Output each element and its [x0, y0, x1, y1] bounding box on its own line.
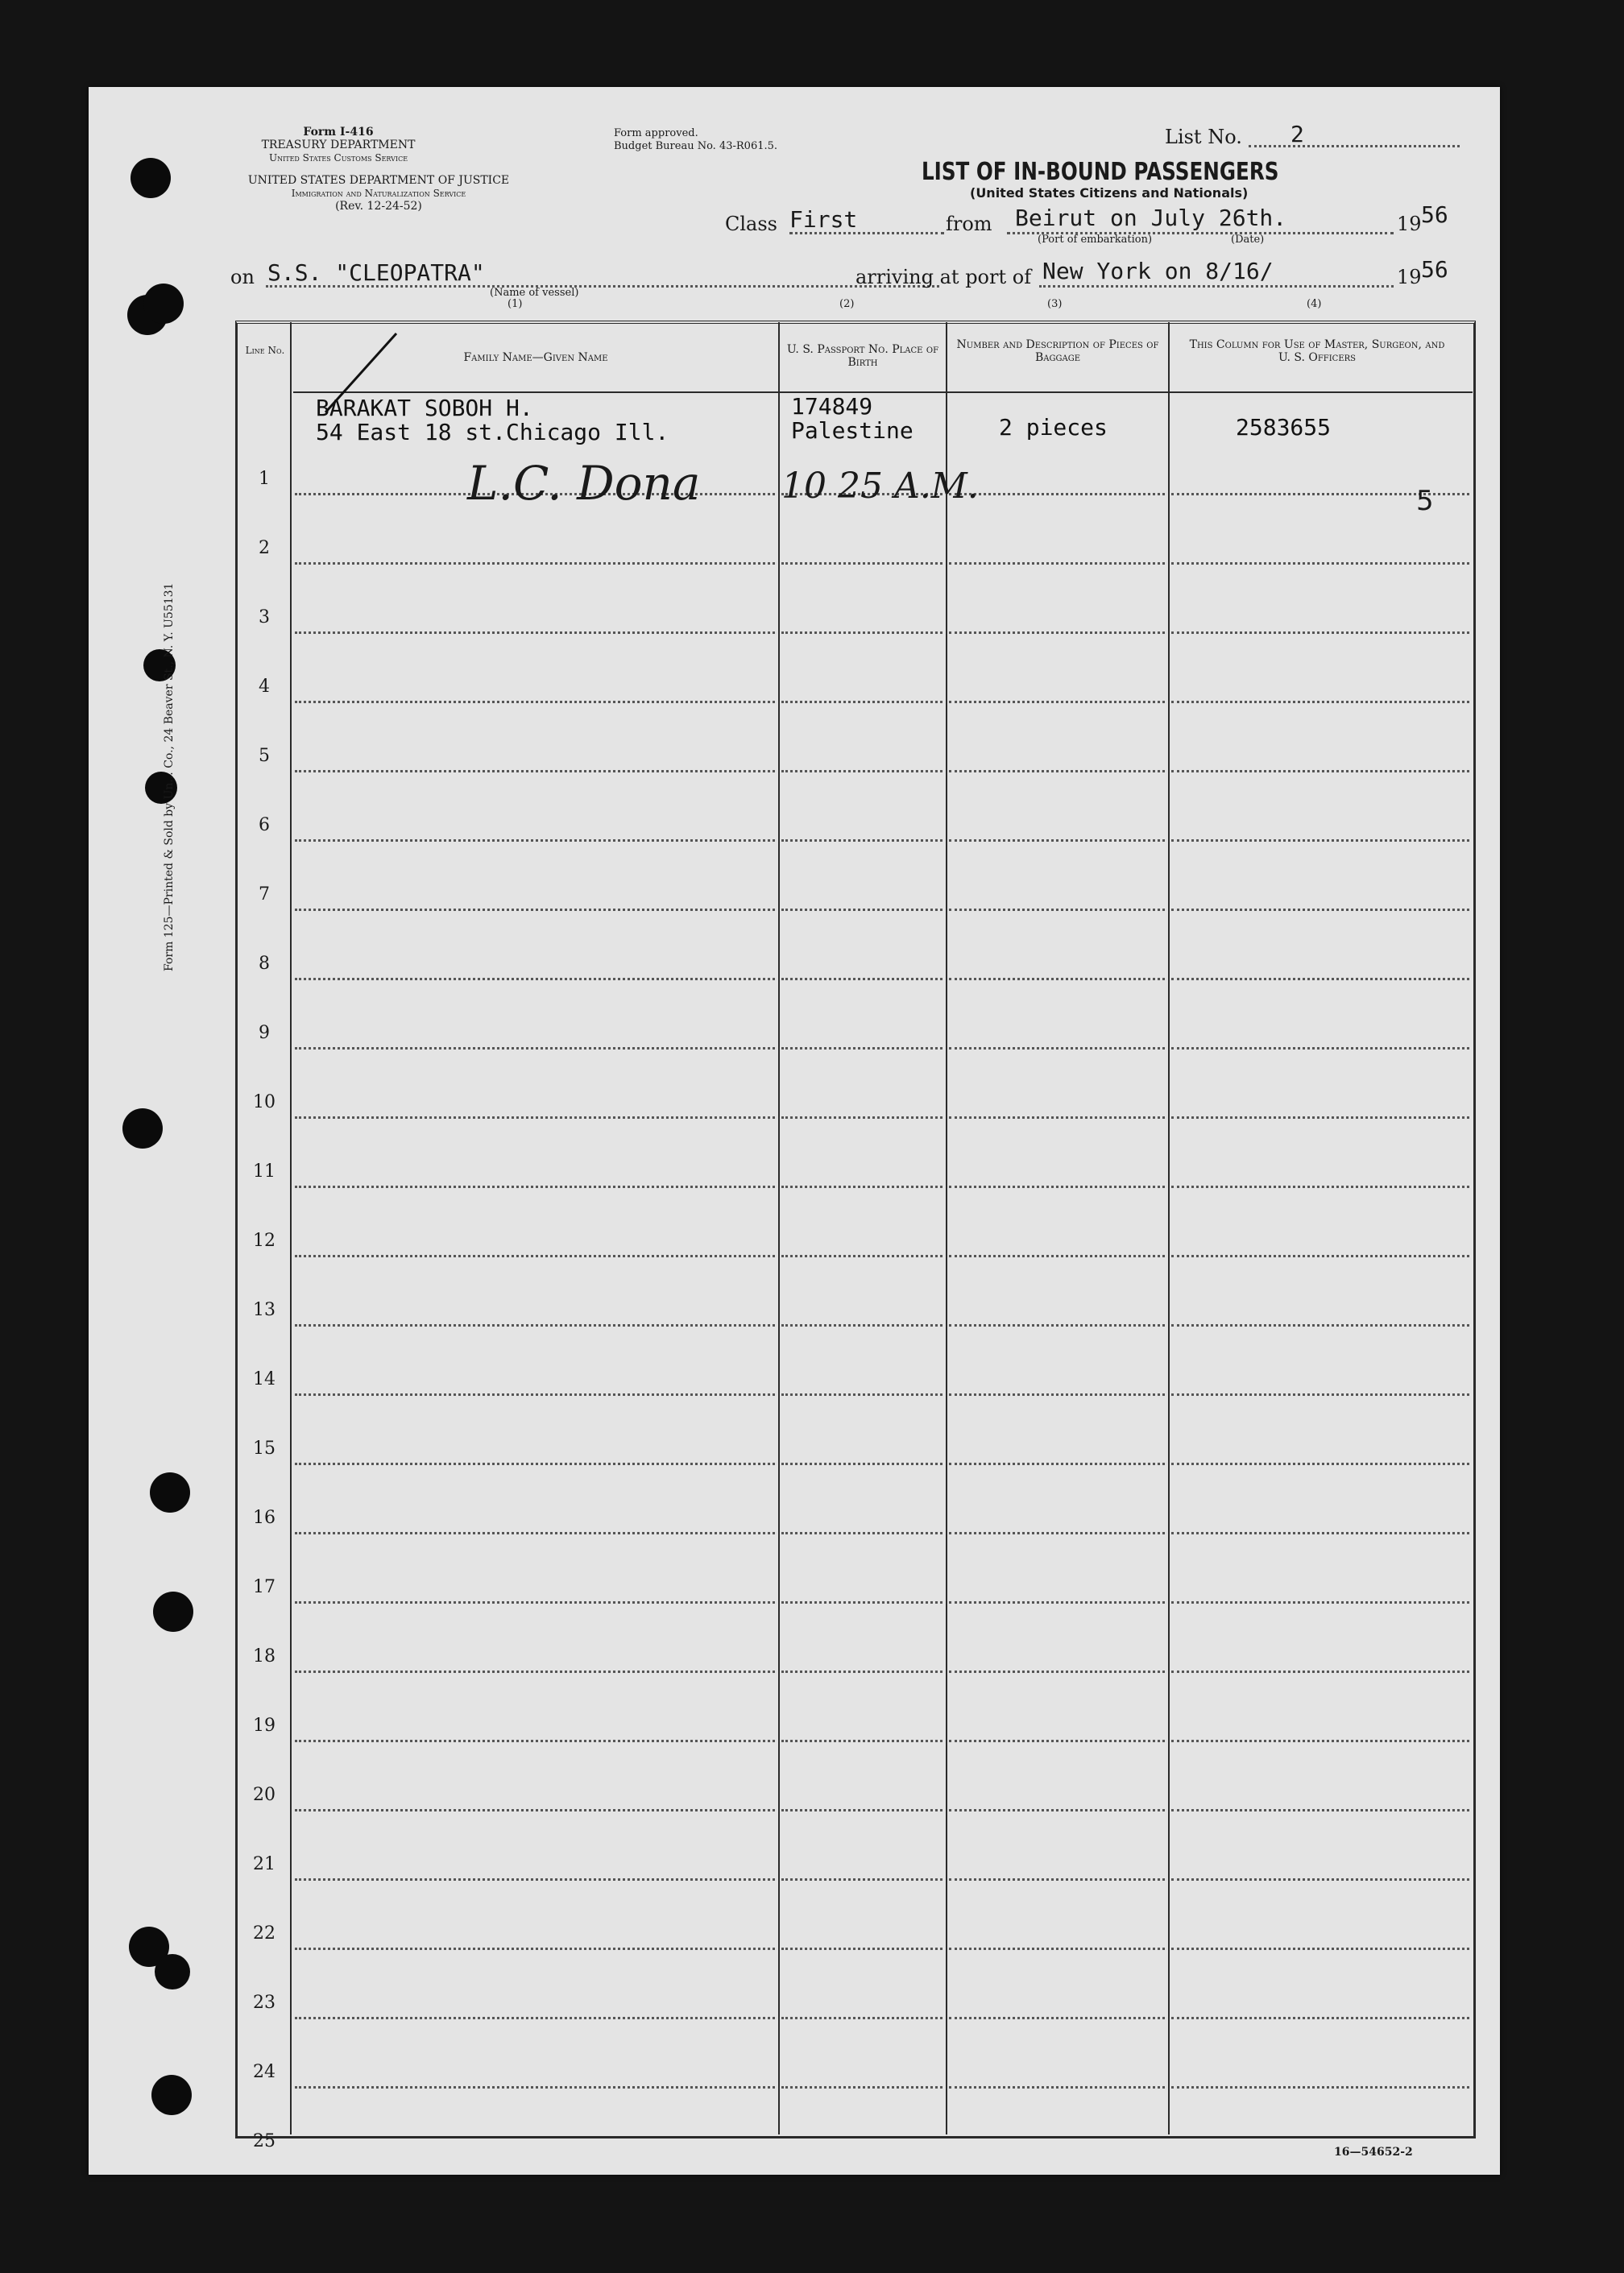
row-dotted-rule	[949, 1255, 1165, 1257]
col-num-4: (4)	[1307, 298, 1322, 310]
row-number: 24	[253, 2062, 276, 2082]
row-dotted-rule	[781, 1671, 942, 1673]
row-number: 21	[253, 1854, 276, 1874]
col-num-1: (1)	[508, 298, 523, 310]
entry-officer-no: 2583655	[1236, 414, 1332, 441]
row-dotted-rule	[1171, 1532, 1469, 1534]
row-dotted-rule	[949, 1671, 1165, 1673]
row-dotted-rule	[781, 1324, 942, 1327]
row-number: 18	[253, 1646, 276, 1666]
row-dotted-rule	[295, 1393, 775, 1396]
row-dotted-rule	[781, 1463, 942, 1465]
row-dotted-rule	[1171, 1324, 1469, 1327]
punch-hole	[122, 1108, 163, 1149]
row-dotted-rule	[781, 631, 942, 634]
footer-code: 16—54652-2	[1334, 2146, 1413, 2159]
handwritten-mark: 5	[1416, 485, 1434, 517]
row-dotted-rule	[1171, 1463, 1469, 1465]
row-dotted-rule	[781, 701, 942, 703]
arrival-value: New York on 8/16/	[1042, 258, 1274, 284]
col-divider-baggage	[1168, 322, 1170, 2134]
row-dotted-rule	[781, 1809, 942, 1811]
from-value: Beirut on July 26th.	[1015, 205, 1287, 231]
row-dotted-rule	[949, 1878, 1165, 1881]
row-dotted-rule	[949, 1601, 1165, 1604]
row-dotted-rule	[1171, 978, 1469, 980]
row-dotted-rule	[949, 909, 1165, 911]
row-dotted-rule	[781, 1532, 942, 1534]
row-dotted-rule	[781, 1393, 942, 1396]
punch-hole	[130, 158, 171, 198]
row-number: 12	[253, 1231, 276, 1251]
row-dotted-rule	[949, 1324, 1165, 1327]
entry-address: 54 East 18 st.Chicago Ill.	[316, 419, 669, 445]
punch-hole	[155, 1954, 190, 1989]
row-dotted-rule	[295, 2086, 775, 2089]
row-dotted-rule	[295, 1255, 775, 1257]
row-number: 8	[259, 954, 270, 974]
row-dotted-rule	[949, 770, 1165, 772]
row-dotted-rule	[295, 770, 775, 772]
form-header-left	[209, 126, 467, 164]
entry-passport-no: 174849	[791, 393, 873, 420]
row-dotted-rule	[1171, 1601, 1469, 1604]
header-name: Family Name—Given Name	[463, 351, 608, 364]
row-dotted-rule	[781, 1740, 942, 1742]
row-dotted-rule	[1171, 1878, 1469, 1881]
dept-justice: UNITED STATES DEPARTMENT OF JUSTICE	[247, 174, 510, 187]
row-number: 11	[253, 1161, 276, 1182]
row-dotted-rule	[1171, 1671, 1469, 1673]
date-caption: (Date)	[1231, 234, 1265, 246]
year-prefix-2: 19	[1397, 266, 1422, 288]
form-header-justice	[226, 174, 532, 213]
row-number: 5	[259, 746, 270, 766]
entry-name: BARAKAT SOBOH H.	[316, 395, 533, 421]
revision-date: (Rev. 12-24-52)	[335, 200, 422, 213]
on-label: on	[230, 266, 255, 288]
header-officers: This Column for Use of Master, Surgeon, and U. S. Officers	[1189, 338, 1445, 364]
row-dotted-rule	[949, 1463, 1165, 1465]
row-number: 15	[253, 1439, 276, 1459]
punch-hole	[143, 284, 184, 324]
row-dotted-rule	[1171, 1116, 1469, 1119]
budget-bureau-no: Budget Bureau No. 43-R061.5.	[614, 140, 778, 152]
col-divider-name	[778, 322, 780, 2134]
vessel-name: S.S. "CLEOPATRA"	[267, 259, 485, 286]
row-dotted-rule	[1171, 1809, 1469, 1811]
row-dotted-rule	[295, 1740, 775, 1742]
form-approved: Form approved.	[614, 127, 698, 139]
page-title: LIST OF IN-BOUND PASSENGERS	[922, 158, 1279, 186]
row-dotted-rule	[1171, 2086, 1469, 2089]
row-number: 3	[259, 607, 270, 627]
list-no-line	[1249, 145, 1460, 147]
col-divider-passport	[946, 322, 947, 2134]
col-num-3: (3)	[1047, 298, 1063, 310]
row-number: 19	[253, 1716, 276, 1736]
header-bottom-rule	[293, 391, 1473, 393]
row-dotted-rule	[295, 909, 775, 911]
row-dotted-rule	[781, 562, 942, 565]
punch-hole	[150, 1472, 190, 1513]
row-number: 20	[253, 1785, 276, 1805]
class-value: First	[789, 206, 858, 233]
col-divider-line	[290, 322, 292, 2134]
from-label: from	[946, 213, 992, 235]
row-number: 10	[253, 1092, 276, 1112]
handwritten-signature: L.C. Dona	[467, 456, 701, 511]
row-dotted-rule	[1171, 1255, 1469, 1257]
row-dotted-rule	[949, 1809, 1165, 1811]
punch-hole	[153, 1592, 193, 1632]
row-dotted-rule	[949, 2017, 1165, 2019]
class-label: Class	[725, 213, 777, 235]
row-dotted-rule	[295, 978, 775, 980]
row-dotted-rule	[295, 1532, 775, 1534]
entry-baggage: 2 pieces	[999, 414, 1108, 441]
row-dotted-rule	[295, 1463, 775, 1465]
row-dotted-rule	[295, 2017, 775, 2019]
header-baggage: Number and Description of Pieces of Baggage	[956, 338, 1159, 364]
header-passport: U. S. Passport No. Place of Birth	[786, 343, 939, 369]
row-dotted-rule	[949, 1948, 1165, 1950]
row-dotted-rule	[1171, 701, 1469, 703]
row-dotted-rule	[1171, 562, 1469, 565]
row-dotted-rule	[781, 978, 942, 980]
vessel-caption: (Name of vessel)	[490, 287, 579, 299]
row-dotted-rule	[295, 1671, 775, 1673]
row-number: 4	[259, 677, 270, 697]
row-dotted-rule	[781, 1948, 942, 1950]
row-dotted-rule	[781, 839, 942, 842]
row-dotted-rule	[949, 1740, 1165, 1742]
row-dotted-rule	[1171, 631, 1469, 634]
row-number: 16	[253, 1508, 276, 1528]
page-subtitle: (United States Citizens and Nationals)	[970, 185, 1249, 201]
row-dotted-rule	[781, 1116, 942, 1119]
row-dotted-rule	[781, 1047, 942, 1050]
row-dotted-rule	[949, 562, 1165, 565]
handwritten-time: 10 25 A.M.	[781, 466, 979, 507]
row-dotted-rule	[781, 1255, 942, 1257]
port-embarkation-caption: (Port of embarkation)	[1038, 234, 1153, 246]
row-dotted-rule	[295, 1809, 775, 1811]
list-no-value: 2	[1290, 121, 1304, 147]
side-print-text: Form 125—Printed & Sold by Un... Co., 24 Beaver St., N. Y. U55131	[163, 582, 176, 971]
check-mark-stroke	[322, 329, 403, 417]
row-dotted-rule	[1171, 909, 1469, 911]
row-number: 23	[253, 1993, 276, 2013]
year-value-2: 56	[1421, 256, 1448, 283]
row-dotted-rule	[1171, 2017, 1469, 2019]
row-dotted-rule	[781, 1186, 942, 1188]
row-number: 25	[253, 2131, 276, 2151]
row-dotted-rule	[295, 1047, 775, 1050]
row-dotted-rule	[949, 493, 1165, 495]
row-dotted-rule	[781, 1601, 942, 1604]
row-dotted-rule	[949, 701, 1165, 703]
punch-hole	[151, 2075, 192, 2115]
dept-treasury: TREASURY DEPARTMENT	[261, 139, 416, 151]
form-number: Form I-416	[303, 126, 374, 139]
row-dotted-rule	[781, 1878, 942, 1881]
row-dotted-rule	[949, 1186, 1165, 1188]
row-dotted-rule	[1171, 1393, 1469, 1396]
dept-customs: United States Customs Service	[268, 152, 408, 164]
col-num-2: (2)	[839, 298, 855, 310]
row-number: 9	[259, 1023, 270, 1043]
row-dotted-rule	[1171, 1948, 1469, 1950]
row-dotted-rule	[1171, 770, 1469, 772]
row-dotted-rule	[949, 839, 1165, 842]
row-dotted-rule	[295, 1948, 775, 1950]
row-number: 7	[259, 884, 270, 905]
row-dotted-rule	[781, 2086, 942, 2089]
row-number: 2	[259, 538, 270, 558]
entry-birthplace: Palestine	[791, 417, 914, 444]
arriving-label: arriving at port of	[856, 266, 1032, 288]
row-dotted-rule	[295, 839, 775, 842]
row-number: 1	[259, 469, 270, 489]
row-number: 17	[253, 1577, 276, 1597]
arrival-line	[1039, 285, 1394, 288]
dept-ins: Immigration and Naturalization Service	[291, 188, 466, 199]
row-dotted-rule	[295, 631, 775, 634]
row-dotted-rule	[295, 1324, 775, 1327]
row-dotted-rule	[295, 1878, 775, 1881]
row-dotted-rule	[295, 1601, 775, 1604]
row-dotted-rule	[949, 1116, 1165, 1119]
row-dotted-rule	[1171, 839, 1469, 842]
row-dotted-rule	[949, 1532, 1165, 1534]
row-number: 13	[253, 1300, 276, 1320]
row-number: 6	[259, 815, 270, 835]
passenger-table	[235, 321, 1476, 2138]
row-dotted-rule	[781, 2017, 942, 2019]
row-dotted-rule	[1171, 1186, 1469, 1188]
header-line-no: Line No.	[245, 345, 285, 356]
year-value-1: 56	[1421, 201, 1448, 228]
row-number: 14	[253, 1369, 276, 1389]
row-dotted-rule	[295, 562, 775, 565]
list-no-label: List No.	[1165, 126, 1242, 148]
year-prefix-1: 19	[1397, 213, 1422, 235]
row-dotted-rule	[295, 1116, 775, 1119]
row-dotted-rule	[949, 631, 1165, 634]
row-dotted-rule	[295, 701, 775, 703]
row-dotted-rule	[295, 1186, 775, 1188]
row-dotted-rule	[1171, 1740, 1469, 1742]
row-dotted-rule	[949, 1047, 1165, 1050]
row-dotted-rule	[949, 1393, 1165, 1396]
row-dotted-rule	[781, 770, 942, 772]
row-dotted-rule	[949, 2086, 1165, 2089]
row-number: 22	[253, 1923, 276, 1944]
row-dotted-rule	[781, 909, 942, 911]
row-dotted-rule	[1171, 1047, 1469, 1050]
row-dotted-rule	[949, 978, 1165, 980]
form-page	[89, 87, 1500, 2175]
